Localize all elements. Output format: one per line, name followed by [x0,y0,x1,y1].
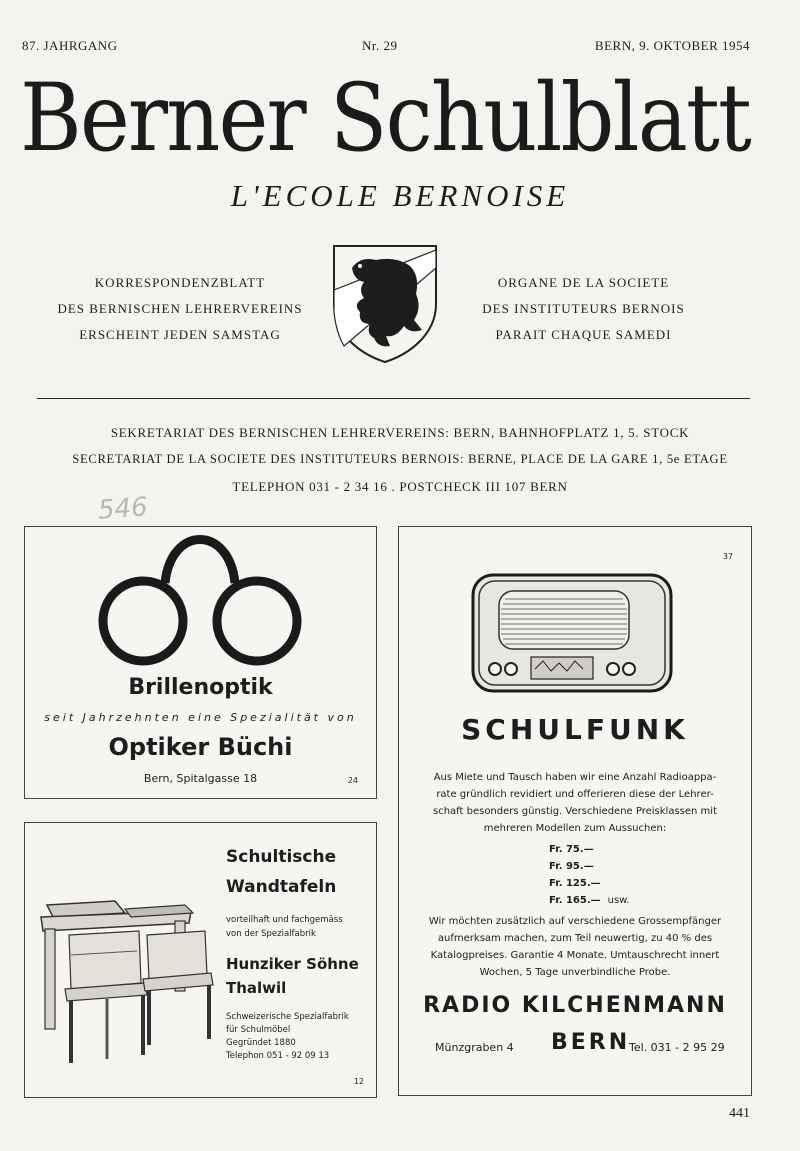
school-furniture-icon [35,895,215,1071]
price-value: Fr. 165.— [549,895,601,906]
price-item: Fr. 75.— [549,844,594,855]
price-item: Fr. 95.— [549,861,594,872]
secretariat-line-fr: SECRETARIAT DE LA SOCIETE DES INSTITUTEURS BERNOIS: BERNE, PLACE DE LA GARE 1, 5e ETAGE [72,452,728,466]
ad-wandtafeln-company-1: Hunziker Söhne [226,955,359,973]
handwritten-note: 546 [97,492,149,526]
page-number: 441 [729,1106,750,1121]
ad-schulfunk-title: SCHULFUNK [461,713,689,746]
masthead-title [20,62,780,167]
issue-date: BERN, 9. OKTOBER 1954 [594,38,750,53]
secretariat-line-de: SEKRETARIAT DES BERNISCHEN LEHRERVEREINS: BERN, BAHNHOFPLATZ 1, 5. STOCK [110,425,690,440]
left-info-line: KORRESPONDENZBLATT [94,275,266,290]
text-line: rate gründlich revidiert und offerieren diese der Lehrer- [436,789,714,800]
ad-brillenoptik-name: Brillenoptik [128,675,273,700]
ad-wandtafeln-title-2: Wandtafeln [226,877,337,897]
secretariat-contact: TELEPHON 031 - 2 34 16 . POSTCHECK III 107 BERN [232,479,568,494]
right-info-line: ORGANE DE LA SOCIETE [497,275,670,290]
ad-brillenoptik-company: Optiker Büchi [108,733,293,761]
text-line: Wir möchten zusätzlich auf verschiedene Grossempfänger [428,916,722,927]
ad-brillenoptik-tagline: seit Jahrzehnten eine Spezialität von [44,711,357,724]
right-info-line: PARAIT CHAQUE SAMEDI [495,327,672,342]
ad-wandtafeln [24,822,377,1098]
ad-schulfunk-phone: Tel. 031 - 2 95 29 [629,1041,725,1054]
ad-number: 12 [353,1077,364,1086]
ad-wandtafeln-desc-2: von der Spezialfabrik [226,929,316,939]
eyeglasses-icon [91,533,311,669]
right-info-column [456,270,711,348]
ad-wandtafeln-desc-1: vorteilhaft und fachgemäss [226,915,343,925]
left-info-column [30,270,330,348]
ad-wandtafeln-info-3: Gegründet 1880 [226,1038,296,1048]
ad-schulfunk [398,526,752,1096]
price-item: Fr. 125.— [549,878,601,889]
issue-number: Nr. 29 [362,38,398,53]
text-line: schaft besonders günstig. Verschiedene Preisklassen mit [432,806,717,817]
ad-brillenoptik-address: Bern, Spitalgasse 18 [143,772,258,785]
radio-icon [471,573,673,695]
ad-brillenoptik [24,526,377,799]
price-item [549,892,630,909]
text-line: Katalogpreises. Garantie 4 Monate. Umtauschrecht innert [430,950,720,961]
price-suffix: usw. [607,895,630,906]
right-info-line: DES INSTITUTEURS BERNOIS [482,301,685,316]
ad-schulfunk-paragraph-2 [399,913,751,981]
text-line: aufmerksam machen, zum Teil neuwertig, zu 40 % des [437,933,713,944]
bern-coat-of-arms [330,242,440,364]
ad-number: 37 [722,552,733,561]
price-list [549,841,630,909]
text-line: mehreren Modellen zum Aussuchen: [483,823,667,834]
volume-label: 87. JAHRGANG [22,38,118,53]
text-line: Wochen, 5 Tage unverbindliche Probe. [479,967,671,978]
ad-schulfunk-company: RADIO KILCHENMANN [423,993,727,1018]
ad-wandtafeln-title-1: Schultische [226,847,337,867]
ad-schulfunk-city: BERN [551,1030,631,1055]
ad-schulfunk-street: Münzgraben 4 [435,1041,514,1054]
ad-schulfunk-paragraph-1 [399,769,751,837]
header-divider [37,398,750,399]
ad-wandtafeln-info-1: Schweizerische Spezialfabrik [226,1012,349,1022]
masthead-title-text: Berner Schulblatt [20,64,752,167]
text-line: Aus Miete und Tausch haben wir eine Anzahl Radioappa- [433,772,717,783]
left-info-line: DES BERNISCHEN LEHRERVEREINS [57,301,303,316]
left-info-line: ERSCHEINT JEDEN SAMSTAG [79,327,281,342]
ad-wandtafeln-info-2: für Schulmöbel [226,1025,291,1035]
ad-wandtafeln-company-2: Thalwil [226,979,287,997]
masthead-subtitle: L'ECOLE BERNOISE [230,178,570,213]
ad-number: 24 [347,776,358,785]
ad-wandtafeln-info-4: Telephon 051 - 92 09 13 [226,1051,330,1061]
